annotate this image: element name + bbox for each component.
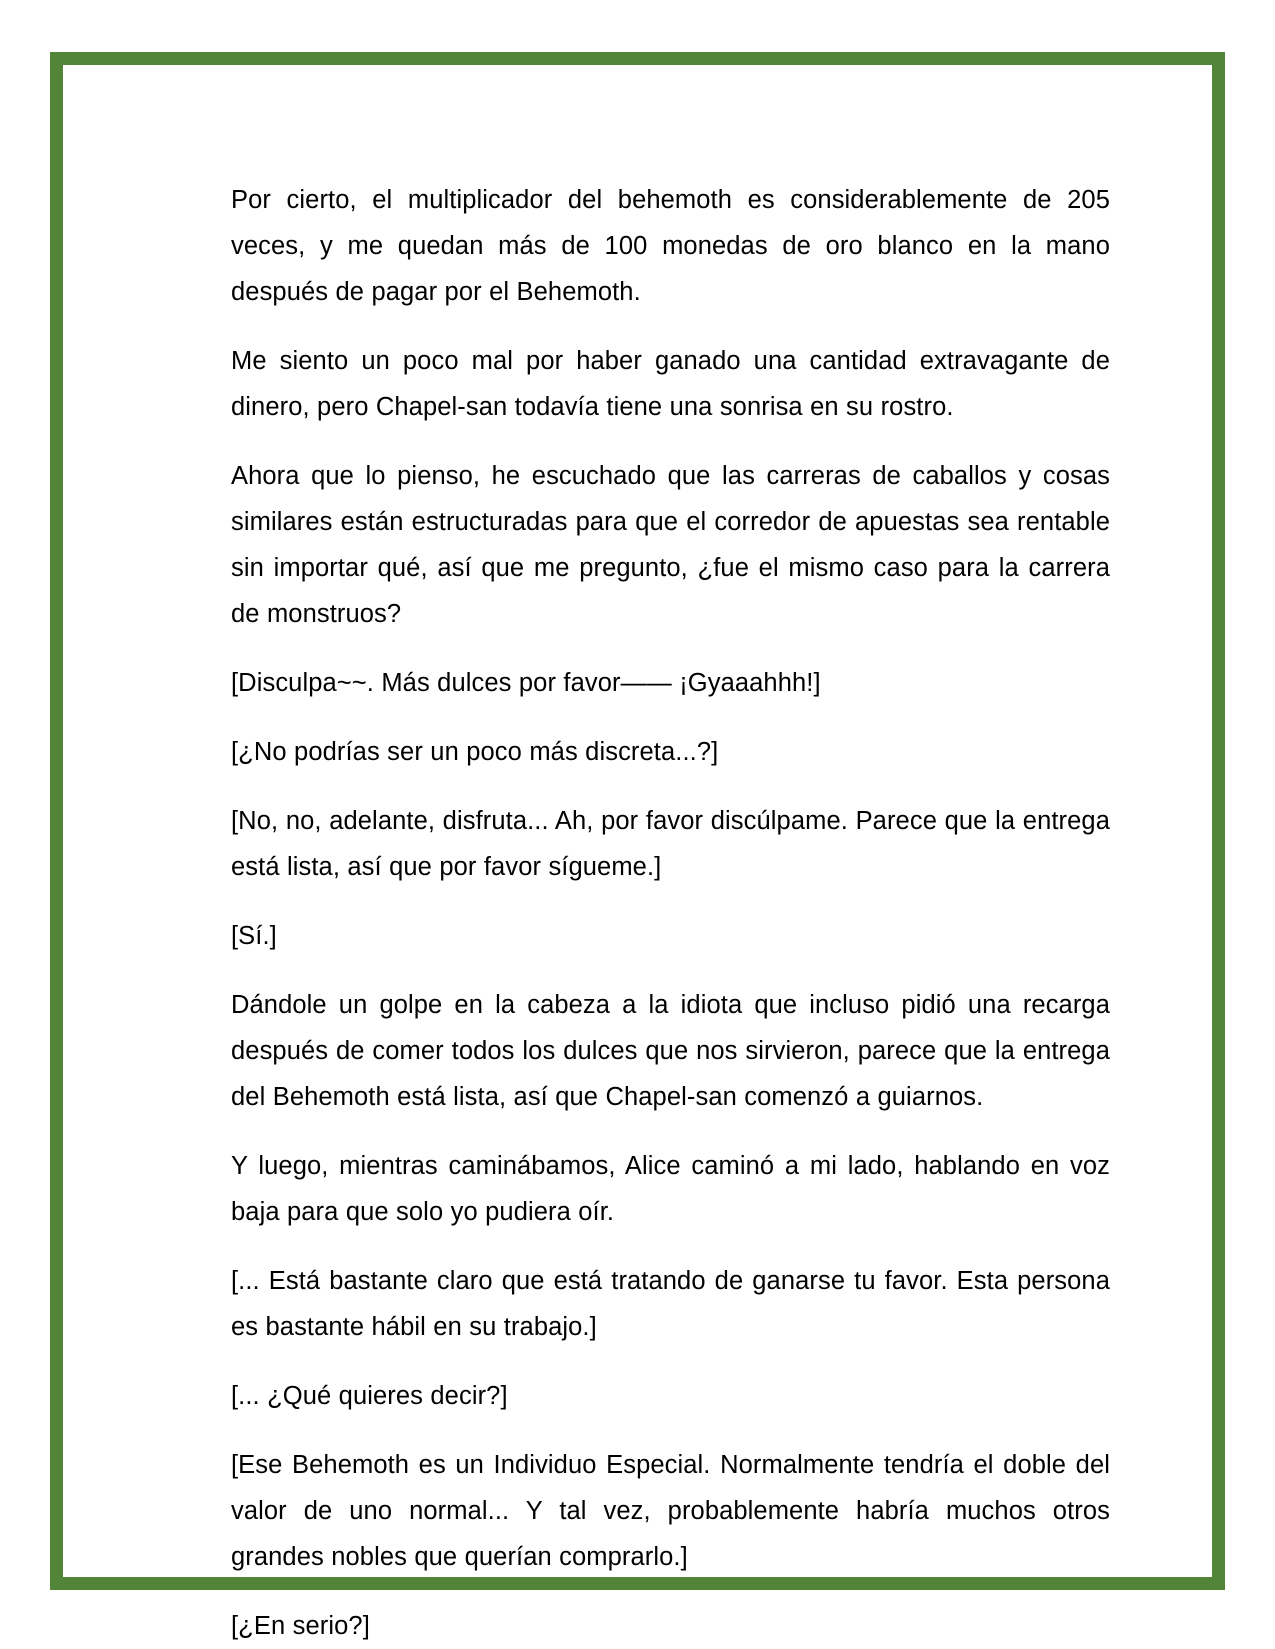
paragraph: Por cierto, el multiplicador del behemoth es considerablemente de 205 veces, y me quedan más de 100 monedas de oro blanco en la mano después de pagar por el Behemoth. <box>231 186 1110 306</box>
dialogue-line: [... Está bastante claro que está tratando de ganarse tu favor. Esta persona es bastante hábil en su trabajo.] <box>231 1267 1110 1341</box>
green-page-border-frame <box>50 52 1225 1640</box>
paragraph: Ahora que lo pienso, he escuchado que las carreras de caballos y cosas similares están estructuradas para que el corredor de apuestas sea rentable sin importar qué, así que me pregunto, ¿fue el mismo caso para la carrera de monstruos? <box>231 462 1110 628</box>
dialogue-line: [¿En serio?] <box>231 1612 370 1640</box>
dialogue-line: [¿No podrías ser un poco más discreta...?] <box>231 738 719 766</box>
dialogue-line: [... ¿Qué quieres decir?] <box>231 1382 508 1410</box>
dialogue-line: [Disculpa~~. Más dulces por favor—— ¡Gyaaahhh!] <box>231 669 821 697</box>
dialogue-line: [Ese Behemoth es un Individuo Especial. Normalmente tendría el doble del valor de uno normal... Y tal vez, probablemente habría muchos otros grandes nobles que querían comprarlo.] <box>231 1451 1110 1571</box>
document-text-column <box>231 177 1110 1649</box>
dialogue-line: [Sí.] <box>231 922 277 950</box>
dialogue-line: [No, no, adelante, disfruta... Ah, por favor discúlpame. Parece que la entrega está lista, así que por favor sígueme.] <box>231 807 1110 881</box>
paragraph: Me siento un poco mal por haber ganado una cantidad extravagante de dinero, pero Chapel-san todavía tiene una sonrisa en su rostro. <box>231 347 1110 421</box>
paragraph: Y luego, mientras caminábamos, Alice caminó a mi lado, hablando en voz baja para que solo yo pudiera oír. <box>231 1152 1110 1226</box>
paragraph: Dándole un golpe en la cabeza a la idiota que incluso pidió una recarga después de comer todos los dulces que nos sirvieron, parece que la entrega del Behemoth está lista, así que Chapel-san comenzó a guiarnos. <box>231 991 1110 1111</box>
